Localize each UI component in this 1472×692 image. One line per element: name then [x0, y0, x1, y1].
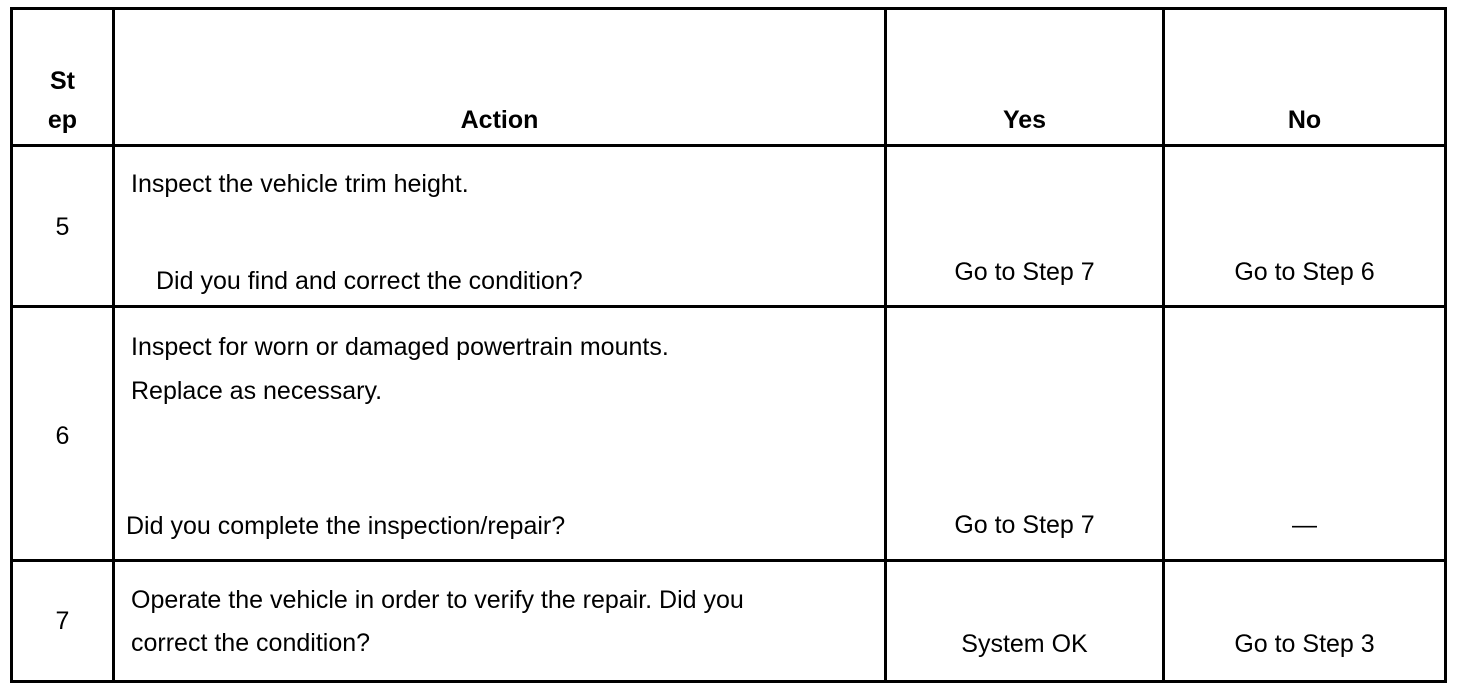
table-border-right: [1444, 7, 1447, 683]
row-7-action-line-2: correct the condition?: [131, 629, 371, 657]
row-5-yes: Go to Step 7: [954, 258, 1095, 286]
row-5-no: Go to Step 6: [1234, 258, 1375, 286]
row-5-question: Did you find and correct the condition?: [156, 267, 583, 295]
row-divider: [10, 559, 1447, 562]
row-7-action-line-1: Operate the vehicle in order to verify the repair. Did you: [131, 586, 744, 614]
row-6-step: 6: [55, 422, 70, 450]
diagnostic-table: [10, 7, 1447, 683]
row-6-action-line-2: Replace as necessary.: [131, 377, 383, 405]
header-step-line-1: St: [50, 67, 75, 95]
row-7-yes: System OK: [961, 630, 1088, 658]
row-6-yes: Go to Step 7: [954, 511, 1095, 539]
table-border-top: [10, 7, 1447, 10]
header-step-line-2: ep: [47, 106, 78, 134]
header-action: Action: [460, 106, 539, 134]
row-6-action-line-1: Inspect for worn or damaged powertrain mounts.: [131, 333, 669, 361]
row-divider: [10, 305, 1447, 308]
row-6-question: Did you complete the inspection/repair?: [126, 512, 566, 540]
header-divider: [10, 144, 1447, 147]
row-5-step: 5: [55, 213, 70, 241]
row-5-action-line-1: Inspect the vehicle trim height.: [131, 170, 469, 198]
table-border-bottom: [10, 680, 1447, 683]
row-7-no: Go to Step 3: [1234, 630, 1375, 658]
header-no: No: [1287, 106, 1322, 134]
row-6-no: —: [1292, 511, 1317, 539]
header-yes: Yes: [1002, 106, 1047, 134]
row-7-step: 7: [55, 607, 70, 635]
header-step: [13, 66, 112, 135]
